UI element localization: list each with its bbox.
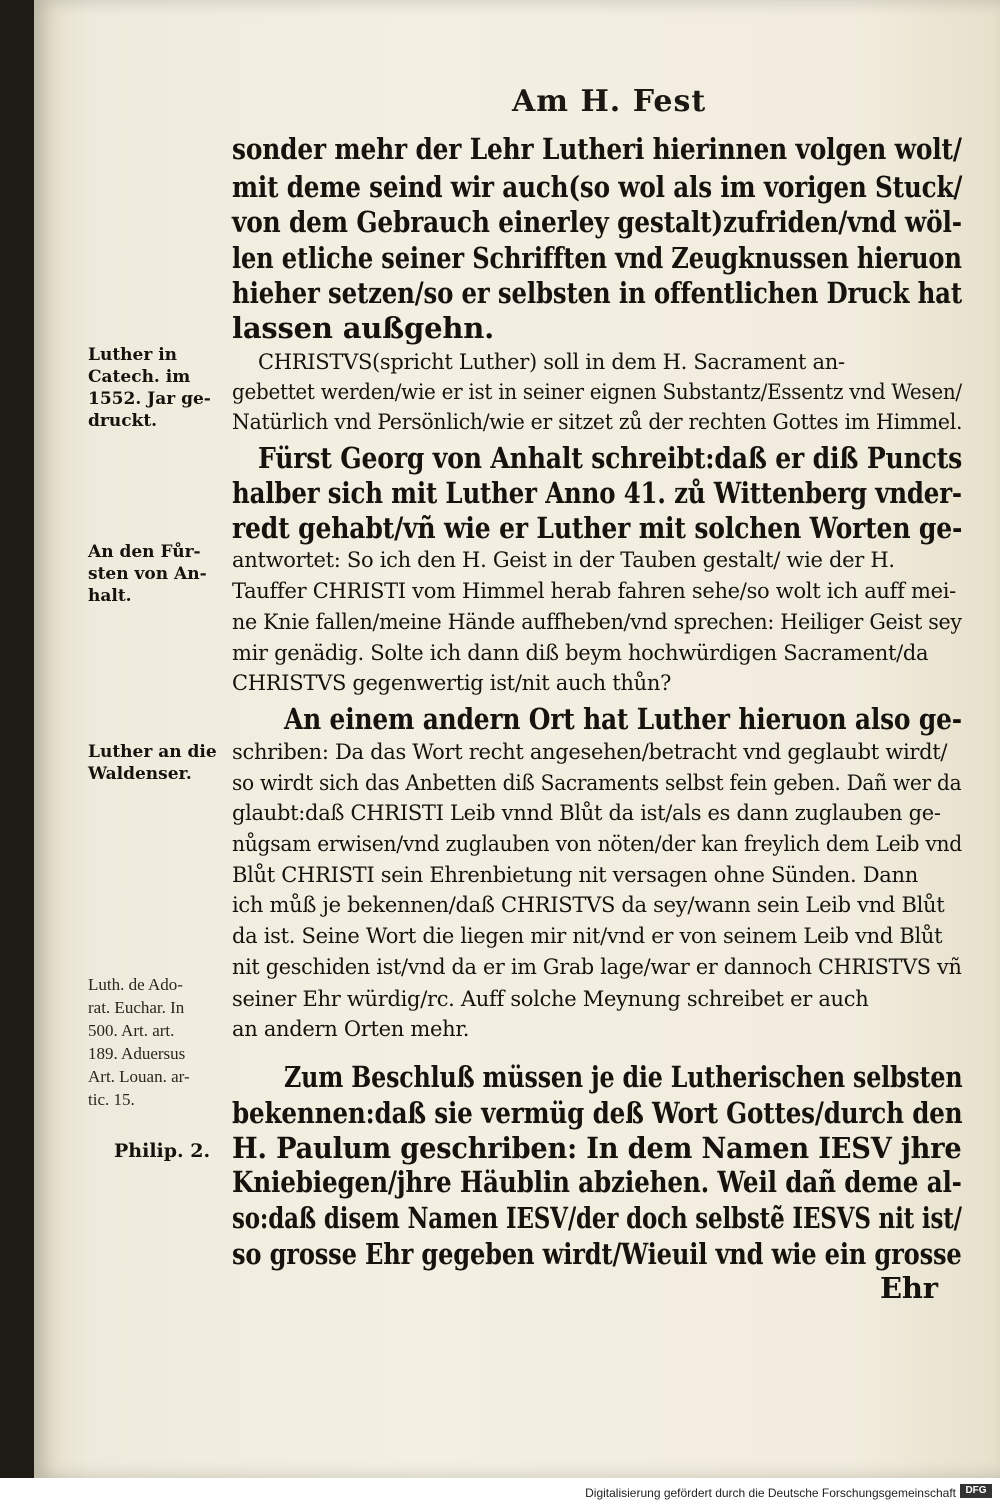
text-line: gebettet werden/wie er ist in seiner eignen Substantz/Essentz vnd Wesen/ bbox=[232, 380, 962, 404]
running-head: Am H. Fest bbox=[512, 84, 707, 119]
dfg-logo: DFG bbox=[960, 1484, 992, 1498]
text-line: mit deme seind wir auch(so wol als im vorigen Stuck/ bbox=[232, 170, 963, 204]
text-line: so grosse Ehr gegeben wirdt/Wieuil vnd wie ein grosse bbox=[232, 1237, 962, 1271]
text-line: hieher setzen/so er selbsten in offentlichen Druck hat bbox=[232, 276, 962, 310]
text-line: Natürlich vnd Persönlich/wie er sitzet zů der rechten Gottes im Himmel. bbox=[232, 410, 963, 434]
text-line: CHRISTVS(spricht Luther) soll in dem H. Sacrament an- bbox=[258, 350, 845, 374]
text-line: lassen außgehn. bbox=[232, 311, 494, 345]
text-line: Fürst Georg von Anhalt schreibt:daß er diß Puncts bbox=[258, 441, 963, 475]
text-line: glaubt:daß CHRISTI Leib vnnd Blůt da ist/als es dann zuglauben ge- bbox=[232, 801, 941, 825]
margin-note: Luther in Catech. im 1552. Jar ge- druckt. bbox=[88, 345, 211, 431]
text-line: da ist. Seine Wort die liegen mir nit/vnd er von seinem Leib vnd Blůt bbox=[232, 924, 943, 948]
footer-credit: Digitalisierung gefördert durch die Deutsche Forschungsgemeinschaft bbox=[585, 1486, 956, 1500]
margin-note: An den Fůr- sten von An- halt. bbox=[88, 542, 207, 606]
text-line: H. Paulum geschriben: In dem Namen IESV jhre bbox=[232, 1131, 962, 1165]
margin-note: Luth. de Ado- rat. Euchar. In 500. Art. art. 189. Aduersus Art. Louan. ar- tic. 15. bbox=[88, 975, 190, 1109]
text-line: Tauffer CHRISTI vom Himmel herab fahren sehe/so wolt ich auff mei- bbox=[232, 579, 956, 603]
catchword: Ehr bbox=[880, 1271, 938, 1305]
text-line: Kniebiegen/jhre Häublin abziehen. Weil dañ deme al- bbox=[232, 1165, 962, 1199]
margin-note: Philip. 2. bbox=[114, 1140, 211, 1162]
text-line: so wirdt sich das Anbetten diß Sacraments selbst fein geben. Dañ wer da bbox=[232, 771, 962, 795]
text-line: Zum Beschluß müssen je die Lutherischen selbsten bbox=[284, 1060, 963, 1094]
text-line: nůgsam erwisen/vnd zuglauben von nöten/der kan freylich dem Leib vnd bbox=[232, 832, 962, 856]
text-line: len etliche seiner Schrifften vnd Zeugknussen hieruon bbox=[232, 241, 962, 275]
text-line: Blůt CHRISTI sein Ehrenbietung nit versagen ohne Sünden. Dann bbox=[232, 863, 918, 887]
text-line: an andern Orten mehr. bbox=[232, 1017, 470, 1041]
text-line: An einem andern Ort hat Luther hieruon also ge- bbox=[284, 702, 962, 736]
text-line: von dem Gebrauch einerley gestalt)zufriden/vnd wöl- bbox=[232, 205, 962, 239]
text-line: so:daß disem Namen IESV/der doch selbstẽ IESVS nit ist/ bbox=[232, 1201, 962, 1235]
text-line: redt gehabt/vñ wie er Luther mit solchen Worten ge- bbox=[232, 511, 963, 545]
margin-note: Luther an die Waldenser. bbox=[88, 742, 217, 784]
text-line: CHRISTVS gegenwertig ist/nit auch thůn? bbox=[232, 671, 672, 695]
text-line: seiner Ehr würdig/rc. Auff solche Meynung schreibet er auch bbox=[232, 987, 869, 1011]
text-line: halber sich mit Luther Anno 41. zů Wittenberg vnder- bbox=[232, 476, 962, 510]
text-line: ich můß je bekennen/daß CHRISTVS da sey/wann sein Leib vnd Blůt bbox=[232, 893, 945, 917]
text-line: mir genädig. Solte ich dann diß beym hochwürdigen Sacrament/da bbox=[232, 641, 929, 665]
text-line: nit geschiden ist/vnd da er im Grab lage/war er dannoch CHRISTVS vñ bbox=[232, 955, 962, 979]
text-line: sonder mehr der Lehr Lutheri hierinnen volgen wolt/ bbox=[232, 132, 962, 166]
text-line: bekennen:daß sie vermüg deß Wort Gottes/durch den bbox=[232, 1096, 963, 1130]
text-line: antwortet: So ich den H. Geist in der Tauben gestalt/ wie der H. bbox=[232, 548, 895, 572]
text-line: schriben: Da das Wort recht angesehen/betracht vnd geglaubt wirdt/ bbox=[232, 740, 948, 764]
text-line: ne Knie fallen/meine Hände auffheben/vnd sprechen: Heiliger Geist sey bbox=[232, 610, 962, 634]
